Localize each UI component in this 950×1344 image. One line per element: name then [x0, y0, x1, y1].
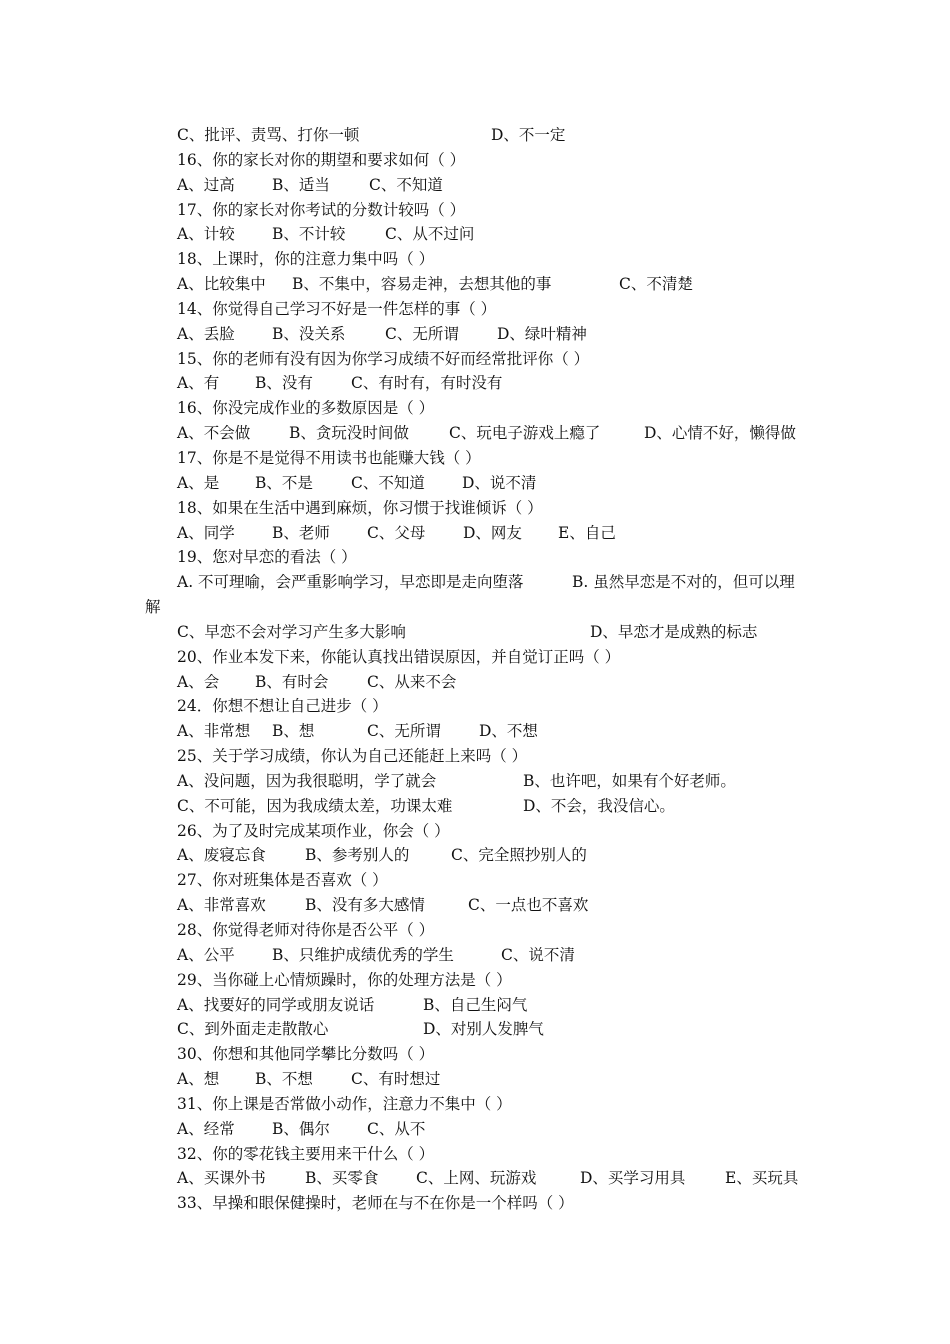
option-text: D、不会，我没信心。 [523, 796, 675, 815]
option-text: B、想 [272, 722, 315, 741]
text-line [145, 1166, 815, 1191]
option-text: C、无所谓 [385, 324, 459, 343]
text-line [145, 198, 815, 223]
text-line [145, 1017, 815, 1042]
line-text: A、会 [177, 672, 220, 691]
line-text: 31、你上课是否常做小动作，注意力不集中（ ） [177, 1094, 512, 1113]
line-text: A、没问题，因为我很聪明，学了就会 [177, 771, 437, 790]
text-line [145, 247, 815, 272]
text-line [145, 272, 815, 297]
option-text: C、不知道 [351, 473, 425, 492]
option-text: B、不想 [255, 1070, 313, 1089]
option-text: D、网友 [463, 523, 522, 542]
text-line [145, 421, 815, 446]
text-line [145, 1142, 815, 1167]
line-text: 18、上课时，你的注意力集中吗（ ） [177, 250, 435, 269]
line-text: 33、早操和眼保健操时，老师在与不在你是一个样吗（ ） [177, 1194, 574, 1213]
option-text: B、参考别人的 [305, 846, 410, 865]
text-line [145, 843, 815, 868]
line-text: 30、你想和其他同学攀比分数吗（ ） [177, 1045, 435, 1064]
line-text: A. 不可理喻，会严重影响学习，早恋即是走向堕落 [177, 573, 524, 592]
option-text: C、玩电子游戏上瘾了 [449, 424, 601, 443]
line-text: 15、你的老师有没有因为你学习成绩不好而经常批评你（ ） [177, 349, 590, 368]
option-text: B、买零食 [305, 1169, 379, 1188]
line-text: 19、您对早恋的看法（ ） [177, 548, 357, 567]
text-line [145, 744, 815, 769]
text-line [145, 893, 815, 918]
text-line [145, 694, 815, 719]
option-text: B、不集中，容易走神，去想其他的事 [292, 275, 552, 294]
text-line [145, 570, 815, 595]
option-text: C、说不清 [501, 945, 575, 964]
option-text: B、没有 [255, 374, 313, 393]
option-text: B、不是 [255, 473, 313, 492]
text-line [145, 521, 815, 546]
option-text: D、说不清 [462, 473, 537, 492]
line-text: 20、作业本发下来，你能认真找出错误原因，并自觉订正吗（ ） [177, 647, 621, 666]
text-line [145, 123, 815, 148]
option-text: D、心情不好，懒得做 [644, 424, 796, 443]
option-text: C、上网、玩游戏 [416, 1169, 537, 1188]
line-text: C、不可能，因为我成绩太差，功课太难 [177, 796, 453, 815]
line-text: A、丢脸 [177, 324, 235, 343]
line-text: A、过高 [177, 175, 235, 194]
line-text: A、同学 [177, 523, 235, 542]
line-text: A、买课外书 [177, 1169, 266, 1188]
text-line [145, 595, 815, 620]
line-text: 17、你的家长对你考试的分数计较吗（ ） [177, 200, 466, 219]
line-text: 18、如果在生活中遇到麻烦，你习惯于找谁倾诉（ ） [177, 498, 543, 517]
text-line [145, 148, 815, 173]
line-text: A、公平 [177, 945, 235, 964]
line-text: 24．你想不想让自己进步（ ） [177, 697, 388, 716]
line-text: A、有 [177, 374, 220, 393]
option-text: D、买学习用具 [580, 1169, 686, 1188]
option-text: C、有时想过 [351, 1070, 441, 1089]
text-line [145, 670, 815, 695]
text-line [145, 993, 815, 1018]
line-text: A、非常喜欢 [177, 896, 266, 915]
text-line [145, 496, 815, 521]
option-text: E、买玩具 [725, 1169, 799, 1188]
option-text: B、没有多大感情 [305, 896, 425, 915]
text-line [145, 943, 815, 968]
text-line [145, 868, 815, 893]
option-text: B、不计较 [272, 225, 346, 244]
option-text: B、偶尔 [272, 1119, 330, 1138]
text-line [145, 769, 815, 794]
option-text: B. 虽然早恋是不对的，但可以理 [572, 573, 795, 592]
text-line [145, 396, 815, 421]
text-line [145, 322, 815, 347]
option-text: C、有时有，有时没有 [351, 374, 503, 393]
line-text: C、批评、责骂、打你一顿 [177, 126, 360, 144]
option-text: C、完全照抄别人的 [451, 846, 587, 865]
option-text: C、从不过问 [385, 225, 475, 244]
text-line [145, 918, 815, 943]
line-text: 29、当你碰上心情烦躁时，你的处理方法是（ ） [177, 970, 512, 989]
line-text: 32、你的零花钱主要用来干什么（ ） [177, 1144, 435, 1163]
text-line [145, 719, 815, 744]
questionnaire-body [145, 123, 815, 1216]
option-text: C、一点也不喜欢 [468, 896, 589, 915]
option-text: B、没关系 [272, 324, 346, 343]
option-text: B、适当 [272, 175, 330, 194]
line-text: A、经常 [177, 1119, 235, 1138]
option-text: C、无所谓 [367, 722, 441, 741]
line-text: 27、你对班集体是否喜欢（ ） [177, 871, 388, 890]
line-text: 28、你觉得老师对待你是否公平（ ） [177, 921, 435, 939]
line-text: A、不会做 [177, 424, 251, 443]
option-text: D、对别人发脾气 [423, 1020, 544, 1039]
option-text: C、不知道 [369, 175, 443, 194]
line-text: A、想 [177, 1070, 220, 1089]
text-line [145, 1042, 815, 1067]
line-text: 25、关于学习成绩，你认为自己还能赶上来吗（ ） [177, 747, 528, 766]
text-line [145, 173, 815, 198]
text-line [145, 471, 815, 496]
line-text: A、比较集中 [177, 275, 266, 294]
text-line [145, 620, 815, 645]
option-text: B、有时会 [255, 672, 329, 691]
line-text: 26、为了及时完成某项作业，你会（ ） [177, 821, 450, 840]
option-text: D、不一定 [491, 126, 566, 144]
line-text: A、非常想 [177, 722, 251, 741]
option-text: D、不想 [479, 722, 538, 741]
option-text: C、从来不会 [367, 672, 457, 691]
line-text: 17、你是不是觉得不用读书也能赚大钱（ ） [177, 448, 481, 467]
option-text: B、贪玩没时间做 [289, 424, 409, 443]
line-text: A、找要好的同学或朋友说话 [177, 995, 375, 1014]
option-text: C、从不 [367, 1119, 426, 1138]
text-line [145, 222, 815, 247]
text-line [145, 1092, 815, 1117]
text-line [145, 545, 815, 570]
option-text: B、只维护成绩优秀的学生 [272, 945, 454, 964]
option-text: D、绿叶精神 [497, 324, 587, 343]
text-line [145, 1117, 815, 1142]
text-line [145, 794, 815, 819]
line-text: 16、你的家长对你的期望和要求如何（ ） [177, 150, 466, 169]
text-line [145, 297, 815, 322]
line-text: A、是 [177, 473, 220, 492]
text-line [145, 1067, 815, 1092]
text-line [145, 371, 815, 396]
line-text: 14、你觉得自己学习不好是一件怎样的事（ ） [177, 299, 497, 318]
option-text: E、自己 [558, 523, 616, 542]
option-text: B、自己生闷气 [423, 995, 528, 1014]
option-text: C、父母 [367, 523, 426, 542]
option-text: C、不清楚 [619, 275, 693, 294]
line-text: A、废寝忘食 [177, 846, 266, 865]
line-text: C、早恋不会对学习产生多大影响 [177, 622, 406, 641]
option-text: B、也许吧，如果有个好老师。 [523, 771, 736, 790]
text-line [145, 968, 815, 993]
line-text: A、计较 [177, 225, 235, 244]
option-text: B、老师 [272, 523, 330, 542]
text-line [145, 819, 815, 844]
line-text: 解 [145, 598, 161, 617]
line-text: C、到外面走走散散心 [177, 1020, 329, 1039]
text-line [145, 446, 815, 471]
option-text: D、早恋才是成熟的标志 [590, 622, 758, 641]
text-line [145, 347, 815, 372]
text-line [145, 1191, 815, 1216]
line-text: 16、你没完成作业的多数原因是（ ） [177, 399, 435, 418]
text-line [145, 645, 815, 670]
